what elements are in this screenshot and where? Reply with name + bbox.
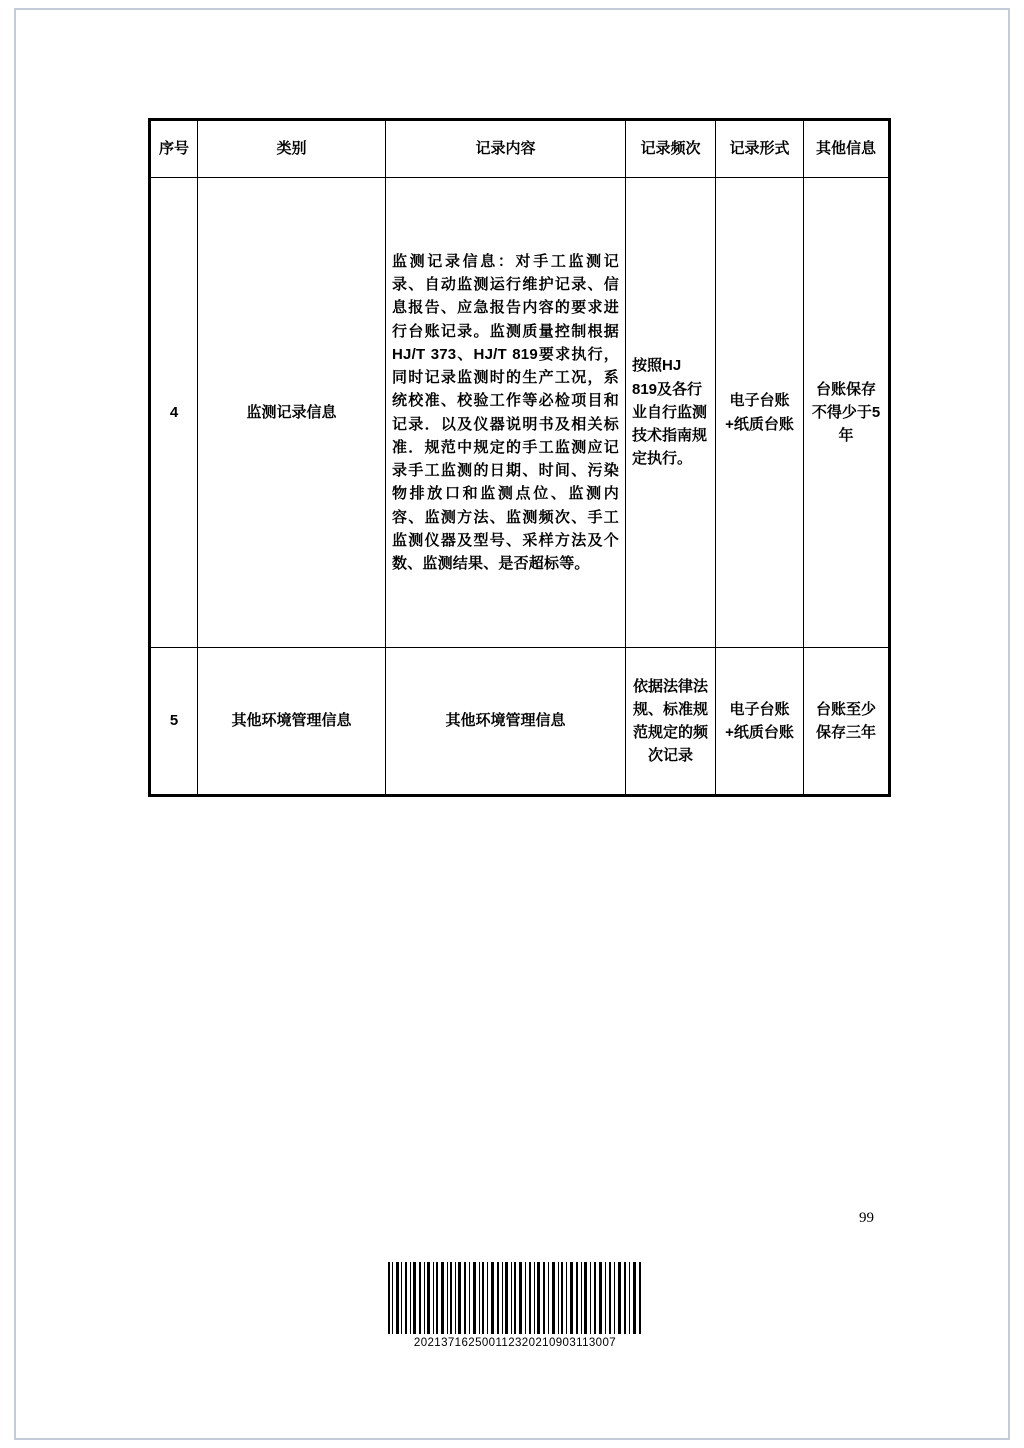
row-other: 台账保存不得少于5年	[804, 178, 890, 648]
table-row	[150, 648, 890, 796]
row-form: 电子台账+纸质台账	[716, 178, 804, 648]
column-header-content: 记录内容	[386, 120, 626, 178]
row-form: 电子台账+纸质台账	[716, 648, 804, 796]
row-no: 4	[150, 178, 198, 648]
column-header-frequency: 记录频次	[626, 120, 716, 178]
column-header-form: 记录形式	[716, 120, 804, 178]
row-frequency: 按照HJ 819及各行业自行监测技术指南规定执行。	[626, 178, 716, 648]
barcode-bars-icon	[386, 1262, 644, 1334]
barcode-number: 202137162500112320210903113007	[413, 1337, 617, 1349]
table-row	[150, 178, 890, 648]
column-header-other: 其他信息	[804, 120, 890, 178]
column-header-no: 序号	[150, 120, 198, 178]
row-no: 5	[150, 648, 198, 796]
records-table-container	[148, 118, 888, 797]
table-body	[150, 178, 890, 796]
column-header-category: 类别	[198, 120, 386, 178]
row-category: 其他环境管理信息	[198, 648, 386, 796]
table-header	[150, 120, 890, 178]
table-header-row	[150, 120, 890, 178]
row-other: 台账至少保存三年	[804, 648, 890, 796]
row-content: 其他环境管理信息	[386, 648, 626, 796]
records-table	[148, 118, 891, 797]
row-frequency: 依据法律法规、标准规范规定的频次记录	[626, 648, 716, 796]
row-content: 监测记录信息：对手工监测记录、自动监测运行维护记录、信息报告、应急报告内容的要求进行台账记录。监测质量控制根据HJ/T 373、HJ/T 819要求执行，同时记录监测时的生产工况，系统校准、校验工作等必检项目和记录．以及仪器说明书及相关标准．规范中规定的手工监测应记录手工监测的日期、时间、污染物排放口和监测点位、监测内容、监测方法、监测频次、手工监测仪器及型号、采样方法及个数、监测结果、是否超标等。	[386, 178, 626, 648]
row-category: 监测记录信息	[198, 178, 386, 648]
page-number: 99	[859, 1210, 874, 1226]
barcode	[380, 1262, 650, 1349]
